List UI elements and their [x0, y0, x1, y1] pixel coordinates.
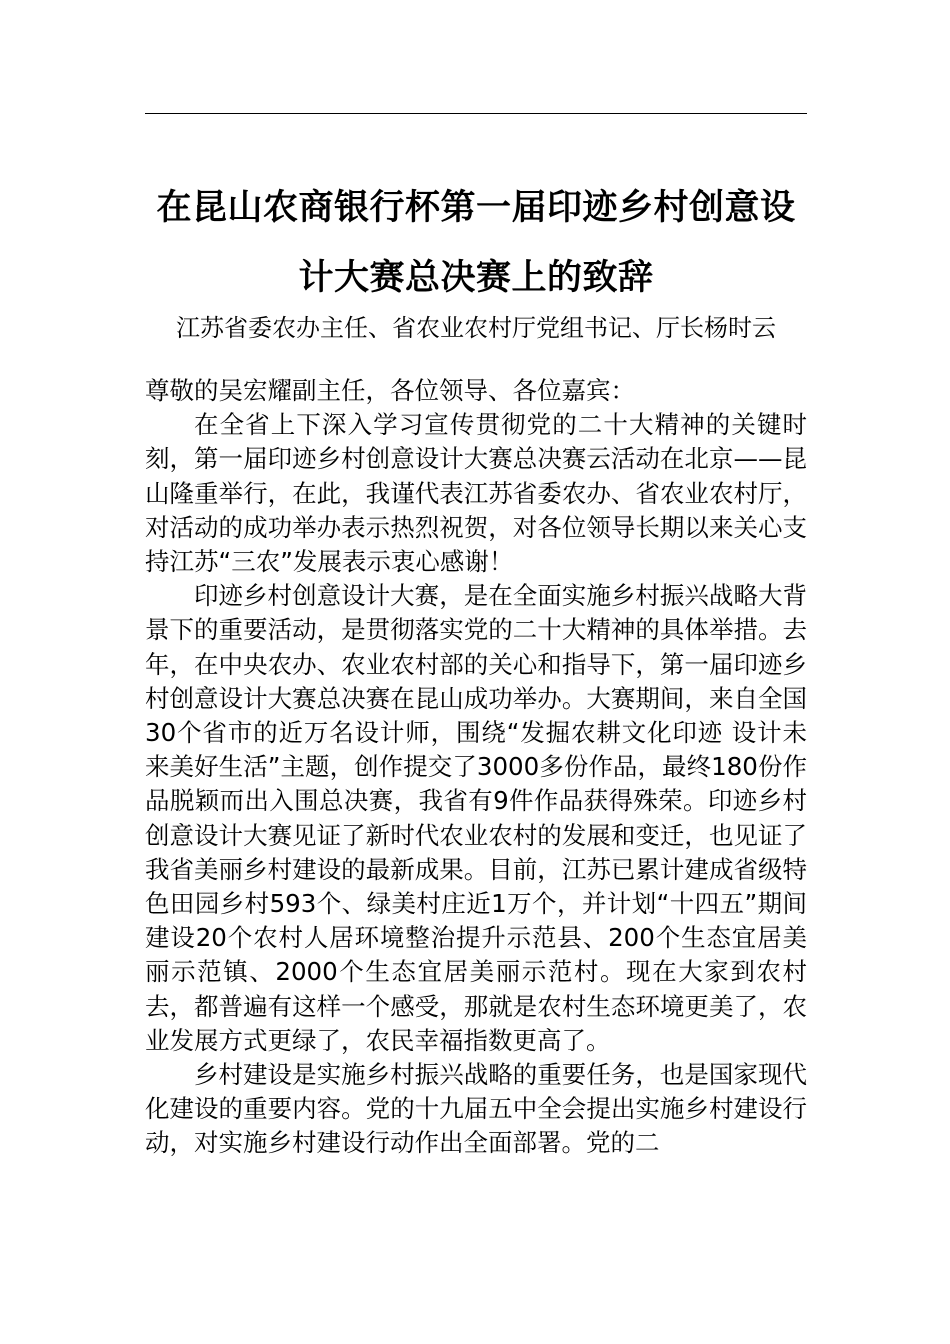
paragraph-3: 乡村建设是实施乡村振兴战略的重要任务，也是国家现代化建设的重要内容。党的十九届五中全会提出实施乡村建设行动，对实施乡村建设行动作出全面部署。党的二 [145, 1060, 807, 1158]
salutation: 尊敬的吴宏耀副主任，各位领导、各位嘉宾： [145, 376, 635, 405]
paragraph-1: 在全省上下深入学习宣传贯彻党的二十大精神的关键时刻，第一届印迹乡村创意设计大赛总决赛云活动在北京——昆山隆重举行，在此，我谨代表江苏省委农办、省农业农村厅，对活动的成功举办表示热烈祝贺，对各位领导长期以来关心支持江苏“三农”发展表示衷心感谢！ [145, 410, 807, 577]
document-title-line-1: 在昆山农商银行杯第一届印迹乡村创意设 [156, 188, 796, 228]
document-title-line-2: 计大赛总决赛上的致辞 [298, 258, 654, 298]
document-author: 江苏省委农办主任、省农业农村厅党组书记、厅长杨时云 [176, 314, 776, 342]
header-rule [145, 113, 807, 114]
paragraph-2: 印迹乡村创意设计大赛，是在全面实施乡村振兴战略大背景下的重要活动，是贯彻落实党的二十大精神的具体举措。去年，在中央农办、农业农村部的关心和指导下，第一届印迹乡村创意设计大赛总决赛在昆山成功举办。大赛期间，来自全国30个省市的近万名设计师，围绕“发掘农耕文化印迹 设计未来美好生活”主题，创作提交了3000多份作品，最终180份作品脱颖而出入围总决赛，我省有9件作品获得殊荣。印迹乡村创意设计大赛见证了新时代农业农村的发展和变迁，也见证了我省美丽乡村建设的最新成果。目前，江苏已累计建成省级特色田园乡村593个、绿美村庄近1万个，并计划“十四五”期间建设20个农村人居环境整治提升示范县、200个生态宜居美丽示范镇、2000个生态宜居美丽示范村。现在大家到农村去，都普遍有这样一个感受，那就是农村生态环境更美了，农业发展方式更绿了，农民幸福指数更高了。 [145, 581, 807, 1055]
document-body [145, 374, 807, 1161]
